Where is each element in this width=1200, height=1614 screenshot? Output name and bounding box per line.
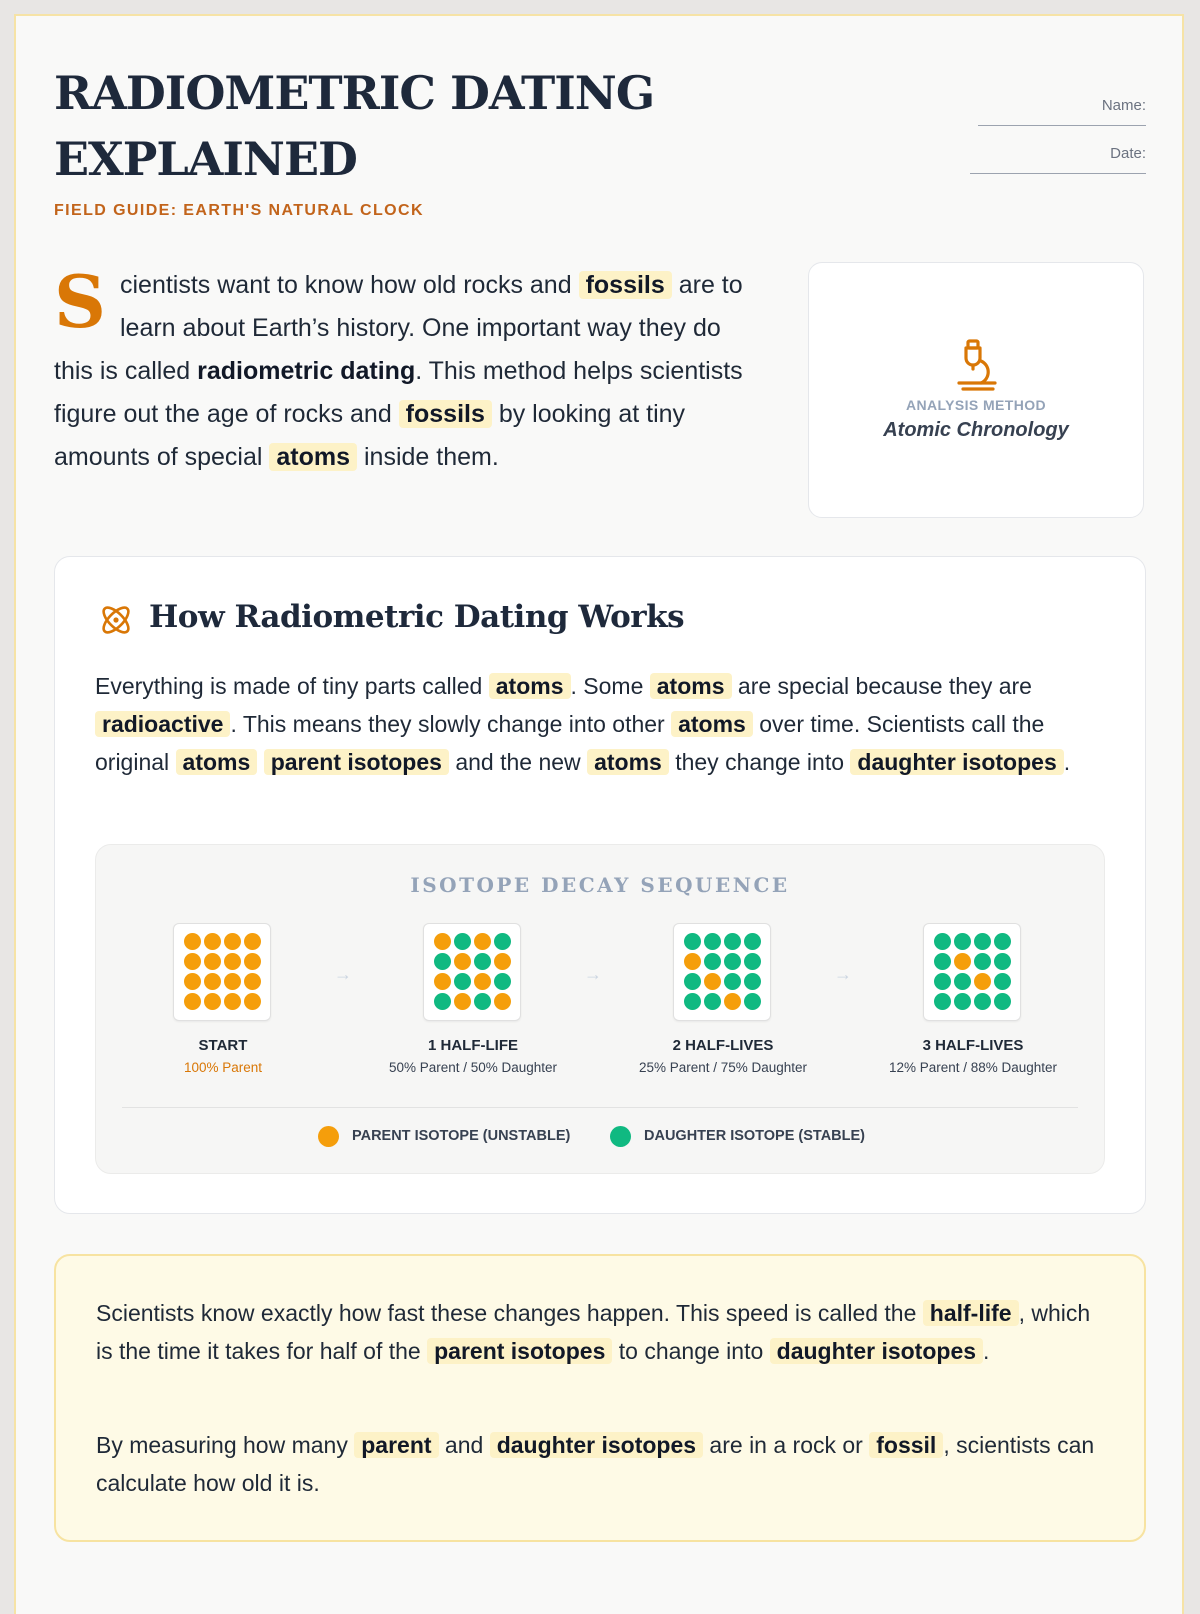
callout-text: . — [983, 1338, 990, 1364]
parent-atom — [224, 933, 241, 950]
parent-atom — [724, 993, 741, 1010]
parent-atom — [434, 933, 451, 950]
how-it-works-section — [54, 556, 1146, 1214]
callout-paragraph — [96, 1426, 1106, 1502]
keyword-highlight: atoms — [176, 749, 258, 775]
callout-text: , scientists can calculate how old it is. — [96, 1432, 1095, 1496]
daughter-atom — [454, 973, 471, 990]
keyword-bold: radiometric dating — [197, 357, 416, 385]
method-value: Atomic Chronology — [883, 419, 1069, 441]
keyword-highlight: fossils — [399, 400, 492, 428]
parent-atom — [244, 973, 261, 990]
keyword-highlight: parent — [354, 1432, 438, 1458]
analysis-method-card — [808, 262, 1144, 518]
body-text: they change into — [668, 749, 851, 775]
daughter-atom — [954, 933, 971, 950]
date-line — [970, 172, 1146, 174]
stage-label: 1 HALF-LIFE — [428, 1037, 518, 1054]
daughter-atom — [684, 933, 701, 950]
parent-dot-icon — [318, 1126, 339, 1147]
decay-diagram — [95, 844, 1105, 1174]
daughter-atom — [934, 933, 951, 950]
date-label: Date: — [1110, 145, 1146, 162]
parent-atom — [184, 933, 201, 950]
daughter-atom — [954, 973, 971, 990]
daughter-atom — [724, 953, 741, 970]
keyword-highlight: parent isotopes — [427, 1338, 612, 1364]
body-text: Everything is made of tiny parts called — [95, 673, 489, 699]
parent-atom — [184, 973, 201, 990]
half-life-callout — [54, 1254, 1146, 1542]
parent-atom — [704, 973, 721, 990]
daughter-atom — [744, 973, 761, 990]
daughter-atom — [744, 933, 761, 950]
body-text: and the new — [448, 749, 588, 775]
keyword-highlight: atoms — [489, 673, 571, 699]
stage-label: 2 HALF-LIVES — [672, 1037, 774, 1054]
atom-icon — [97, 601, 135, 639]
daughter-atom — [704, 993, 721, 1010]
keyword-highlight: atoms — [671, 711, 753, 737]
parent-atom — [974, 973, 991, 990]
parent-atom — [244, 933, 261, 950]
daughter-atom — [494, 933, 511, 950]
stage-label: START — [198, 1037, 248, 1054]
parent-atom — [474, 973, 491, 990]
stage-label: 3 HALF-LIVES — [922, 1037, 1024, 1054]
daughter-atom — [994, 993, 1011, 1010]
keyword-highlight: fossil — [869, 1432, 943, 1458]
stage-ratio: 25% Parent / 75% Daughter — [638, 1060, 808, 1075]
callout-text: to change into — [612, 1338, 770, 1364]
legend-label: DAUGHTER ISOTOPE (STABLE) — [644, 1128, 865, 1144]
body-text: . — [1063, 749, 1071, 775]
keyword-highlight: half-life — [923, 1300, 1019, 1326]
daughter-atom — [994, 973, 1011, 990]
daughter-atom — [704, 933, 721, 950]
parent-atom — [474, 933, 491, 950]
keyword-highlight: radioactive — [95, 711, 230, 737]
diagram-title: ISOTOPE DECAY SEQUENCE — [410, 873, 790, 897]
keyword-highlight: daughter isotopes — [850, 749, 1063, 775]
body-text: over time. Scientists call the original — [95, 711, 1045, 775]
atom-grid-box — [423, 923, 521, 1021]
parent-atom — [224, 973, 241, 990]
body-text — [257, 749, 263, 775]
diagram-legend — [96, 1125, 1104, 1149]
daughter-atom — [744, 953, 761, 970]
name-label: Name: — [1101, 97, 1146, 114]
arrow-icon: → — [834, 964, 852, 984]
parent-atom — [244, 993, 261, 1010]
stage-start — [103, 923, 343, 1083]
parent-atom — [224, 993, 241, 1010]
student-meta — [946, 96, 1146, 192]
worksheet-page — [14, 14, 1184, 1614]
header — [54, 60, 1146, 230]
callout-text: and — [438, 1432, 490, 1458]
name-line — [978, 124, 1146, 126]
microscope-icon — [953, 337, 1001, 393]
atom-grid-box — [173, 923, 271, 1021]
callout-text: Scientists know exactly how fast these changes happen. This speed is called the — [96, 1300, 923, 1326]
daughter-atom — [934, 973, 951, 990]
parent-atom — [494, 993, 511, 1010]
parent-atom — [494, 953, 511, 970]
daughter-atom — [494, 973, 511, 990]
intro-text: inside them. — [357, 443, 499, 471]
daughter-atom — [474, 953, 491, 970]
parent-atom — [954, 953, 971, 970]
parent-atom — [184, 993, 201, 1010]
page-title: RADIOMETRIC DATING EXPLAINED — [54, 66, 655, 186]
daughter-atom — [684, 973, 701, 990]
stage-ratio: 100% Parent — [183, 1060, 263, 1075]
parent-atom — [684, 953, 701, 970]
daughter-atom — [434, 993, 451, 1010]
daughter-atom — [994, 953, 1011, 970]
method-label: ANALYSIS METHOD — [905, 397, 1047, 413]
intro-paragraph — [54, 259, 754, 479]
parent-atom — [204, 933, 221, 950]
intro-text: by looking at tiny amounts of special — [54, 400, 686, 471]
daughter-atom — [934, 953, 951, 970]
daughter-atom — [724, 933, 741, 950]
daughter-atom — [684, 993, 701, 1010]
stage-ratio: 12% Parent / 88% Daughter — [888, 1060, 1058, 1075]
daughter-atom — [434, 953, 451, 970]
arrow-icon: → — [334, 964, 352, 984]
stage-ratio: 50% Parent / 50% Daughter — [388, 1060, 558, 1075]
diagram-divider — [122, 1107, 1078, 1108]
section-paragraph — [95, 667, 1105, 781]
parent-atom — [454, 993, 471, 1010]
body-text: . Some — [570, 673, 650, 699]
atom-grid-box — [673, 923, 771, 1021]
parent-atom — [204, 973, 221, 990]
daughter-atom — [474, 993, 491, 1010]
section-title: How Radiometric Dating Works — [149, 599, 685, 635]
keyword-highlight: atoms — [269, 443, 357, 471]
keyword-highlight: atoms — [587, 749, 669, 775]
body-text: are special because they are — [731, 673, 1032, 699]
keyword-highlight: daughter isotopes — [490, 1432, 703, 1458]
atom-grid-box — [923, 923, 1021, 1021]
drop-cap: S — [54, 259, 106, 344]
keyword-highlight: fossils — [579, 271, 672, 299]
parent-atom — [184, 953, 201, 970]
daughter-atom — [704, 953, 721, 970]
stage-half-life-2 — [603, 923, 843, 1083]
daughter-atom — [974, 953, 991, 970]
daughter-atom — [744, 993, 761, 1010]
atom-grid — [184, 933, 264, 1013]
daughter-atom — [454, 933, 471, 950]
intro-text: are to learn about Earth’s history. One important way they do this is called — [54, 271, 743, 385]
parent-atom — [244, 953, 261, 970]
daughter-atom — [954, 993, 971, 1010]
parent-atom — [224, 953, 241, 970]
atom-grid — [934, 933, 1014, 1013]
parent-atom — [454, 953, 471, 970]
callout-paragraph — [96, 1294, 1106, 1370]
intro-text: cientists want to know how old rocks and — [120, 271, 579, 299]
arrow-icon: → — [584, 964, 602, 984]
daughter-dot-icon — [610, 1126, 631, 1147]
legend-label: PARENT ISOTOPE (UNSTABLE) — [352, 1128, 571, 1144]
keyword-highlight: parent isotopes — [264, 749, 449, 775]
stage-half-life-1 — [353, 923, 593, 1083]
keyword-highlight: atoms — [650, 673, 732, 699]
intro-text: . This method helps scientists figure out the age of rocks and — [54, 357, 743, 428]
daughter-atom — [724, 973, 741, 990]
atom-grid — [434, 933, 514, 1013]
parent-atom — [204, 953, 221, 970]
daughter-atom — [994, 933, 1011, 950]
page-subtitle: FIELD GUIDE: EARTH'S NATURAL CLOCK — [54, 202, 424, 219]
parent-atom — [204, 993, 221, 1010]
callout-text: are in a rock or — [703, 1432, 870, 1458]
callout-text: , which is the time it takes for half of the — [96, 1300, 1091, 1364]
keyword-highlight: daughter isotopes — [770, 1338, 983, 1364]
daughter-atom — [974, 993, 991, 1010]
atom-grid — [684, 933, 764, 1013]
daughter-atom — [974, 933, 991, 950]
daughter-atom — [934, 993, 951, 1010]
callout-text: By measuring how many — [96, 1432, 355, 1458]
body-text: . This means they slowly change into other — [230, 711, 672, 737]
stage-half-life-3 — [853, 923, 1093, 1083]
parent-atom — [434, 973, 451, 990]
